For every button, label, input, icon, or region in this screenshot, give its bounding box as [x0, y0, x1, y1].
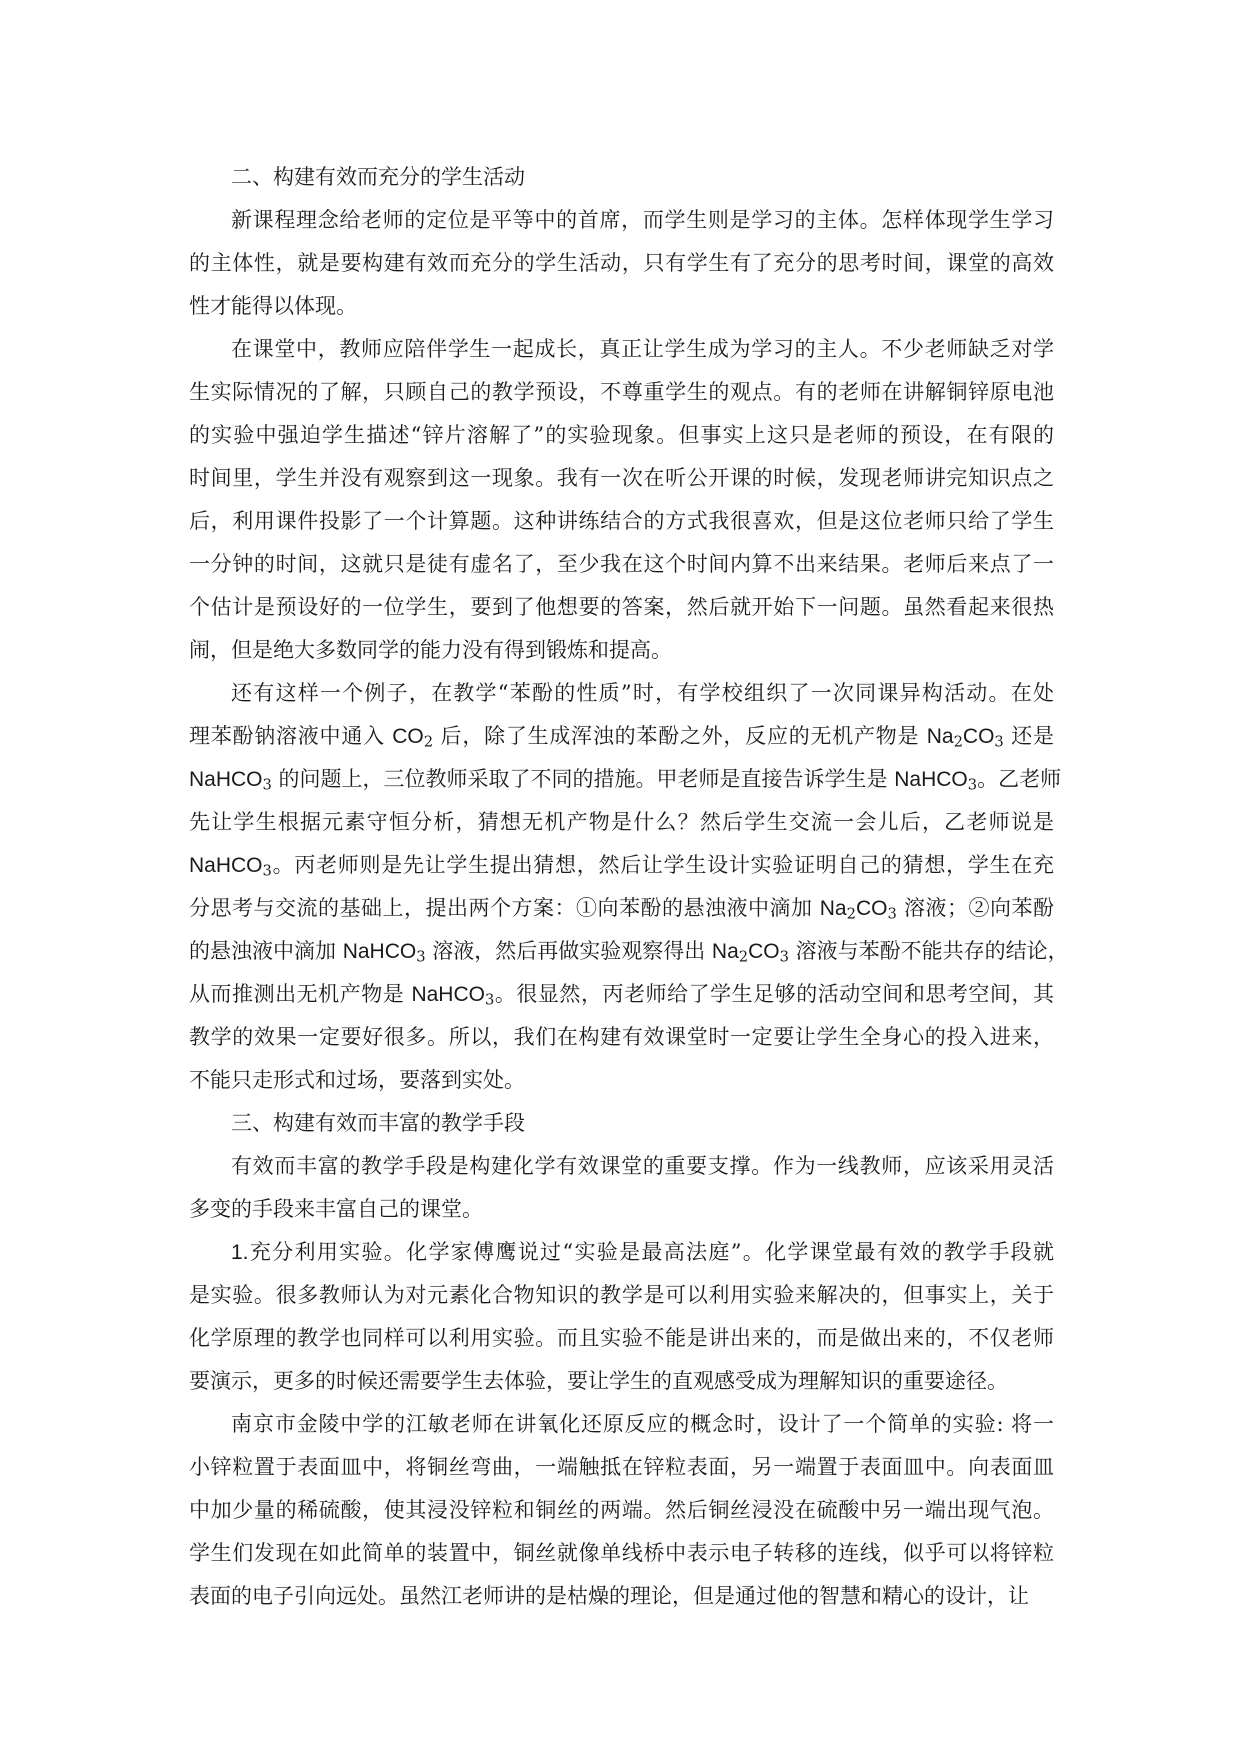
text-run: 化学原理的教学也同样可以利用实验。而且实验不能是讲出来的，而是做出来的，不仅老师 — [189, 1326, 1054, 1350]
text-run: 还是 — [1003, 724, 1054, 748]
text-line — [189, 930, 1069, 973]
text-run: Na — [926, 725, 954, 748]
text-run: 。乙老师 — [977, 767, 1062, 791]
text-run: 多变的手段来丰富自己的课堂。 — [189, 1197, 483, 1221]
text-line — [189, 500, 1054, 543]
text-run: 溶液与苯酚不能共存的结论， — [789, 939, 1069, 963]
text-run: 的主体性，就是要构建有效而充分的学生活动，只有学生有了充分的思考时间，课堂的高效 — [189, 251, 1054, 275]
text-line — [189, 1489, 1054, 1532]
text-run: 1. — [231, 1241, 249, 1264]
text-run: Na — [711, 940, 739, 963]
text-run: 的问题上，三位教师采取了不同的措施。甲老师是直接告诉学生是 — [271, 767, 895, 791]
text-line — [189, 1145, 1054, 1188]
text-run: 分思考与交流的基础上，提出两个方案：①向苯酚的悬浊液中滴加 — [189, 896, 820, 920]
text-line — [189, 414, 1054, 457]
text-run: CO — [392, 725, 424, 748]
text-line — [189, 1231, 1054, 1274]
text-line — [189, 715, 1054, 758]
text-run: 从而推测出无机产物是 — [189, 982, 412, 1006]
text-line — [189, 1274, 1054, 1317]
para-3 — [189, 672, 1069, 1102]
subscript: 2 — [953, 733, 963, 751]
text-run: 要演示，更多的时候还需要学生去体验，要让学生的直观感受成为理解知识的重要途径。 — [189, 1369, 1008, 1393]
text-line — [189, 1016, 1054, 1059]
heading-3 — [189, 1102, 1054, 1145]
text-line — [189, 1188, 1054, 1231]
para-1 — [189, 199, 1054, 328]
text-line — [189, 1575, 1054, 1618]
text-run: 的实验中强迫学生描述“锌片溶解了”的实验现象。但事实上这只是老师的预设，在有限的 — [189, 423, 1054, 447]
text-run: NaHCO — [894, 768, 968, 791]
text-run: 表面的电子引向远处。虽然江老师讲的是枯燥的理论，但是通过他的智慧和精心的设计，让 — [189, 1584, 1029, 1608]
text-run: 生实际情况的了解，只顾自己的教学预设，不尊重学生的观点。有的老师在讲解铜锌原电池 — [189, 380, 1054, 404]
text-line — [189, 758, 1062, 801]
text-line — [189, 586, 1054, 629]
text-run: NaHCO — [411, 983, 485, 1006]
text-run: 新课程理念给老师的定位是平等中的首席，而学生则是学习的主体。怎样体现学生学习 — [231, 208, 1054, 232]
text-run: 时间里，学生并没有观察到这一现象。我有一次在听公开课的时候，发现老师讲完知识点之 — [189, 466, 1054, 490]
text-run: 有效而丰富的教学手段是构建化学有效课堂的重要支撑。作为一线教师，应该采用灵活 — [231, 1154, 1054, 1178]
text-run: 教学的效果一定要好很多。所以，我们在构建有效课堂时一定要让学生全身心的投入进来， — [189, 1025, 1054, 1049]
text-run: 南京市金陵中学的江敏老师在讲氧化还原反应的概念时，设计了一个简单的实验: 将一 — [231, 1412, 1054, 1436]
text-run: 的悬浊液中滴加 — [189, 939, 343, 963]
text-run: 还有这样一个例子，在教学“苯酚的性质”时，有学校组织了一次同课异构活动。在处 — [231, 681, 1054, 705]
text-line — [189, 371, 1054, 414]
subscript: 3 — [416, 948, 426, 966]
text-line — [189, 887, 1054, 930]
text-line — [189, 801, 1054, 844]
text-run: 是实验。很多教师认为对元素化合物知识的教学是可以利用实验来解决的，但事实上，关于 — [189, 1283, 1054, 1307]
text-run: Na — [819, 897, 847, 920]
text-line — [189, 156, 1054, 199]
para-5 — [189, 1231, 1054, 1403]
subscript: 3 — [484, 991, 495, 1009]
text-run: 溶液，然后再做实验观察得出 — [425, 939, 712, 963]
text-line — [189, 672, 1054, 715]
text-line — [189, 1317, 1054, 1360]
text-run: 先让学生根据元素守恒分析，猜想无机产物是什么？然后学生交流一会儿后，乙老师说是 — [189, 810, 1054, 834]
text-run: 性才能得以体现。 — [189, 294, 357, 318]
text-line — [189, 1403, 1054, 1446]
text-line — [189, 1360, 1054, 1403]
text-line — [189, 285, 1054, 328]
para-6 — [189, 1403, 1054, 1618]
text-line — [189, 242, 1054, 285]
subscript: 3 — [779, 948, 789, 966]
subscript: 3 — [887, 905, 897, 923]
text-run: 中加少量的稀硫酸，使其浸没锌粒和铜丝的两端。然后铜丝浸没在硫酸中另一端出现气泡。 — [189, 1498, 1054, 1522]
text-run: 二、构建有效而充分的学生活动 — [231, 165, 525, 189]
text-run: NaHCO — [189, 768, 263, 791]
text-run: 充分利用实验。化学家傅鹰说过“实验是最高法庭”。化学课堂最有效的教学手段就 — [248, 1240, 1054, 1264]
text-run: NaHCO — [189, 854, 263, 877]
text-run: 在课堂中，教师应陪伴学生一起成长，真正让学生成为学习的主人。不少老师缺乏对学 — [231, 337, 1054, 361]
subscript: 3 — [262, 862, 272, 880]
text-line — [189, 328, 1054, 371]
text-run: CO — [855, 897, 888, 920]
subscript: 2 — [738, 948, 749, 966]
text-line — [189, 1532, 1054, 1575]
subscript: 3 — [994, 733, 1004, 751]
text-line — [189, 457, 1054, 500]
text-run: 一分钟的时间，这就只是徒有虚名了，至少我在这个时间内算不出来结果。老师后来点了一 — [189, 552, 1054, 576]
text-run: 学生们发现在如此简单的装置中，铜丝就像单线桥中表示电子转移的连线，似乎可以将锌粒 — [189, 1541, 1054, 1565]
subscript: 3 — [967, 776, 978, 794]
text-run: 。丙老师则是先让学生提出猜想，然后让学生设计实验证明自己的猜想，学生在充 — [271, 853, 1054, 877]
text-line — [189, 543, 1054, 586]
text-line — [189, 844, 1054, 887]
text-run: CO — [748, 940, 780, 963]
heading-2 — [189, 156, 1054, 199]
para-4 — [189, 1145, 1054, 1231]
text-line — [189, 1446, 1054, 1489]
text-run: 后，利用课件投影了一个计算题。这种讲练结合的方式我很喜欢，但是这位老师只给了学生 — [189, 509, 1054, 533]
text-run: CO — [962, 725, 995, 748]
text-run: 后，除了生成浑浊的苯酚之外，反应的无机产物是 — [433, 724, 927, 748]
text-run: 不能只走形式和过场，要落到实处。 — [189, 1068, 525, 1092]
text-run: 理苯酚钠溶液中通入 — [189, 724, 393, 748]
subscript: 3 — [262, 776, 272, 794]
text-line — [189, 629, 1054, 672]
subscript: 2 — [423, 733, 434, 751]
text-line — [189, 1102, 1054, 1145]
text-run: 三、构建有效而丰富的教学手段 — [231, 1111, 525, 1135]
para-2 — [189, 328, 1054, 672]
text-run: 小锌粒置于表面皿中，将铜丝弯曲，一端触抵在锌粒表面，另一端置于表面皿中。向表面皿 — [189, 1455, 1054, 1479]
text-line — [189, 1059, 1054, 1102]
subscript: 2 — [846, 905, 856, 923]
text-run: 溶液；②向苯酚 — [896, 896, 1054, 920]
text-line — [189, 199, 1054, 242]
text-line — [189, 973, 1054, 1016]
text-run: NaHCO — [342, 940, 417, 963]
text-run: 闹，但是绝大多数同学的能力没有得到锻炼和提高。 — [189, 638, 672, 662]
text-run: 个估计是预设好的一位学生，要到了他想要的答案，然后就开始下一问题。虽然看起来很热 — [189, 595, 1054, 619]
text-run: 。很显然，丙老师给了学生足够的活动空间和思考空间，其 — [494, 982, 1054, 1006]
